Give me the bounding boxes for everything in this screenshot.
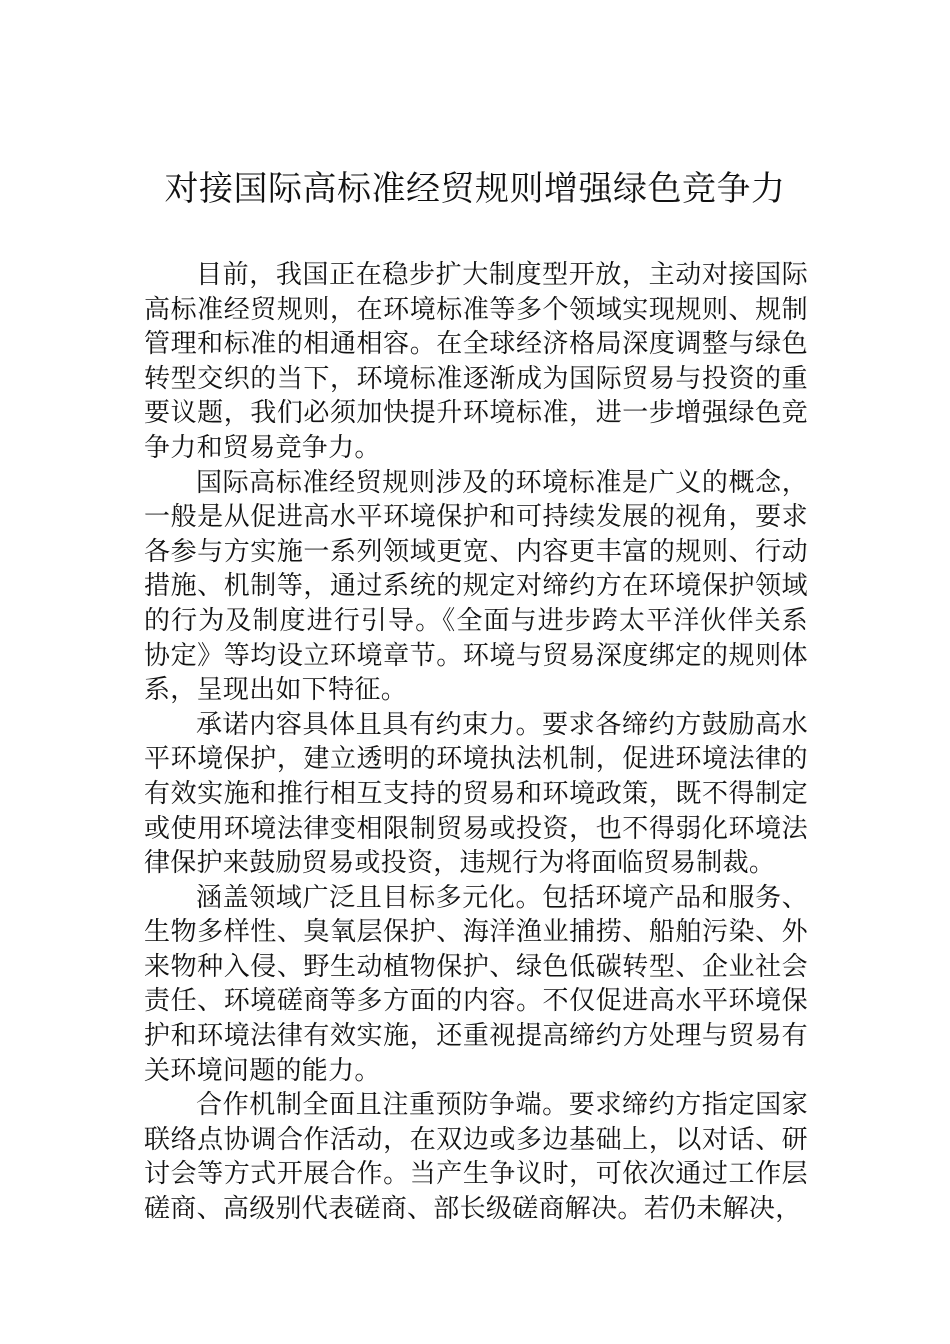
paragraph-4: 涵盖领域广泛且目标多元化。包括环境产品和服务、生物多样性、臭氧层保护、海洋渔业捕捞、船舶污染、外来物种入侵、野生动植物保护、绿色低碳转型、企业社会责任、环境磋商等多方面的内容。不仅促进高水平环境保护和环境法律有效实施，还重视提高缔约方处理与贸易有关环境问题的能力。 <box>144 882 808 1086</box>
paragraph-2: 国际高标准经贸规则涉及的环境标准是广义的概念，一般是从促进高水平环境保护和可持续发展的视角，要求各参与方实施一系列领域更宽、内容更丰富的规则、行动措施、机制等，通过系统的规定对缔约方在环境保护领域的行为及制度进行引导。《全面与进步跨太平洋伙伴关系协定》等均设立环境章节。环境与贸易深度绑定的规则体系，呈现出如下特征。 <box>144 467 808 706</box>
paragraph-3: 承诺内容具体且具有约束力。要求各缔约方鼓励高水平环境保护，建立透明的环境执法机制，促进环境法律的有效实施和推行相互支持的贸易和环境政策，既不得制定或使用环境法律变相限制贸易或投资，也不得弱化环境法律保护来鼓励贸易或投资，违规行为将面临贸易制裁。 <box>144 709 808 879</box>
paragraph-5: 合作机制全面且注重预防争端。要求缔约方指定国家联络点协调合作活动，在双边或多边基础上，以对话、研讨会等方式开展合作。当产生争议时，可依次通过工作层磋商、高级别代表磋商、部长级磋商解决。若仍未解决， <box>144 1090 808 1225</box>
paragraph-1: 目前，我国正在稳步扩大制度型开放，主动对接国际高标准经贸规则，在环境标准等多个领域实现规则、规制管理和标准的相通相容。在全球经济格局深度调整与绿色转型交织的当下，环境标准逐渐成为国际贸易与投资的重要议题，我们必须加快提升环境标准，进一步增强绿色竞争力和贸易竞争力。 <box>144 260 808 463</box>
document-body <box>144 258 808 1227</box>
document-title: 对接国际高标准经贸规则增强绿色竞争力 <box>164 169 786 209</box>
